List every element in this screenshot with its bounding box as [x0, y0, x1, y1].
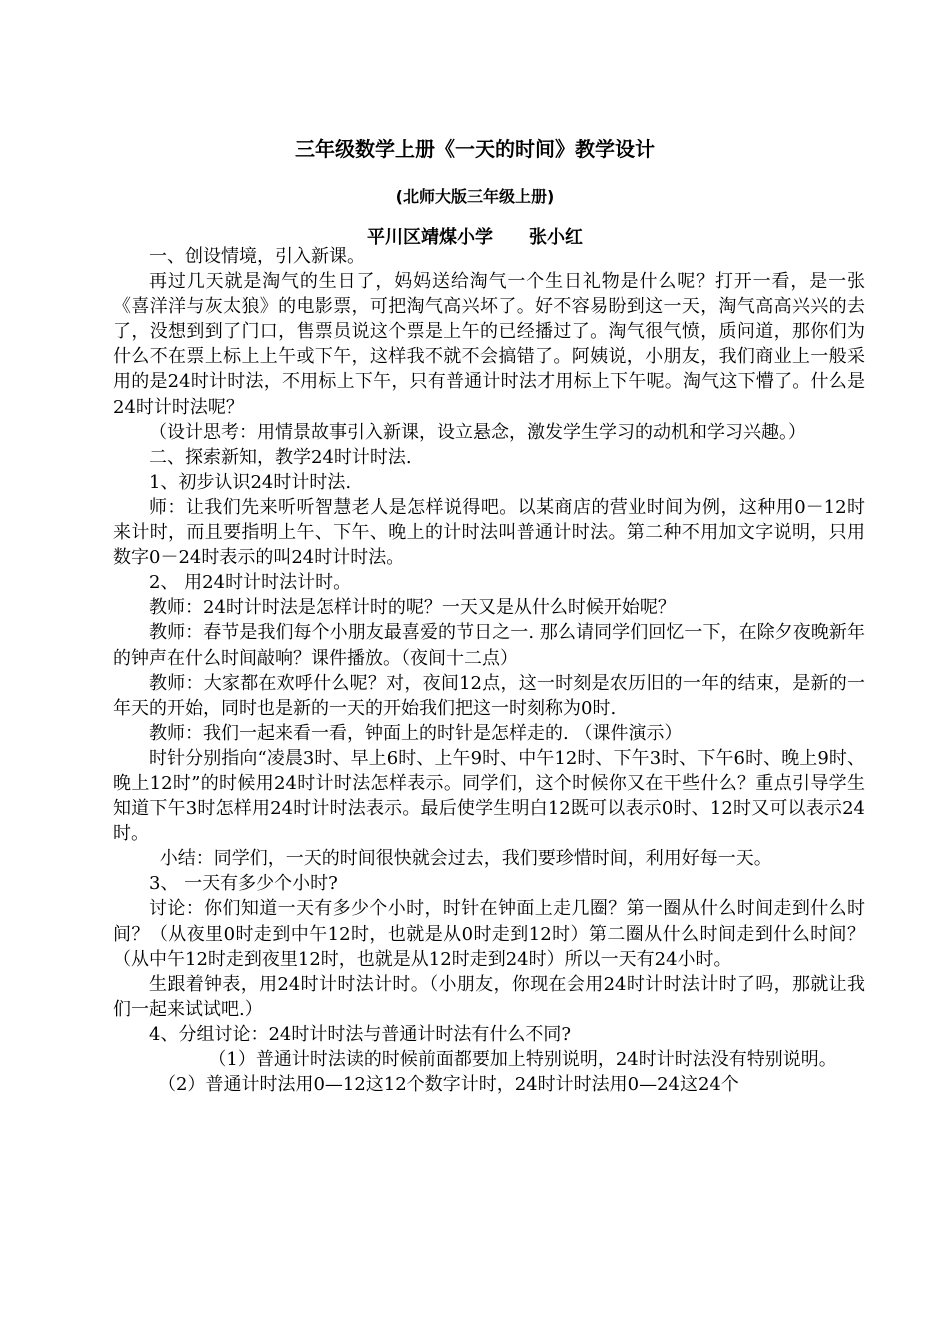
- document-body: [113, 244, 865, 1097]
- section-heading: 一、创设情境，引入新课。: [149, 246, 365, 267]
- body-paragraph: 教师：24时计时法是怎样计时的呢？一天又是从什么时候开始呢？: [149, 597, 676, 619]
- body-paragraph: 讨论：你们知道一天有多少个小时，时针在钟面上走几圈？第一圈从什么时间走到什么时间？（从夜里0时走到中午12时，也就是从0时走到12时）第二圈从什么时间走到什么时间？（从中午12时走到夜里12时，也就是从12时走到24时）所以一天有24小时。: [113, 898, 865, 970]
- list-item: （2）普通计时法用0—12这12个数字计时，24时计时法用0—24这24个: [158, 1074, 739, 1096]
- design-note: （设计思考：用情景故事引入新课，设立悬念，激发学生学习的动机和学习兴趣。）: [149, 421, 806, 443]
- body-paragraph: 时针分别指向“凌晨3时、早上6时、上午9时、中午12时、下午3时、下午6时、晚上9时、晚上12时”的时候用24时计时法怎样表示。同学们，这个时候你又在干些什么？重点引导学生知道下午3时怎样用24时计时法表示。最后使学生明白12既可以表示0时、12时又可以表示24时。: [113, 747, 865, 845]
- body-paragraph: 生跟着钟表，用24时计时法计时。（小朋友，你现在会用24时计时法计时了吗，那就让我们一起来试试吧.）: [113, 973, 865, 1020]
- section-heading: 二、探索新知，教学24时计时法.: [149, 446, 412, 468]
- document-subtitle: (北师大版三年级上册): [395, 187, 555, 206]
- sub-heading: 3、 一天有多少个小时?: [149, 873, 338, 895]
- document-title: 三年级数学上册《一天的时间》教学设计: [295, 137, 655, 161]
- list-item: （1）普通计时法读的时候前面都要加上特别说明，24时计时法没有特别说明。: [208, 1049, 837, 1070]
- body-paragraph: 教师：我们一起来看一看，钟面上的时针是怎样走的. （课件演示）: [149, 722, 683, 744]
- body-paragraph: 师：让我们先来听听智慧老人是怎样说得吧。以某商店的营业时间为例，这种用0－12时来计时，而且要指明上午、下午、晚上的计时法叫普通计时法。第二种不用加文字说明，只用数字0－24时表示的叫24时计时法。: [113, 496, 865, 569]
- summary-paragraph: 小结：同学们，一天的时间很快就会过去，我们要珍惜时间，利用好每一天。: [159, 848, 772, 870]
- sub-heading: 4、分组讨论：24时计时法与普通计时法有什么不同?: [149, 1023, 572, 1045]
- sub-heading: 2、 用24时计时法计时。: [149, 572, 352, 594]
- body-paragraph: 教师：大家都在欢呼什么呢？对，夜间12点，这一时刻是农历旧的一年的结束，是新的一年天的开始，同时也是新的一天的开始我们把这一时刻称为0时.: [113, 672, 865, 719]
- author-line: 平川区靖煤小学 张小红: [367, 227, 583, 248]
- body-paragraph: 教师：春节是我们每个小朋友最喜爱的节日之一. 那么请同学们回忆一下，在除夕夜晚新年的钟声在什么时间敲响？课件播放。（夜间十二点）: [113, 622, 865, 669]
- sub-heading: 1、初步认识24时计时法.: [149, 471, 352, 493]
- body-paragraph: 再过几天就是淘气的生日了，妈妈送给淘气一个生日礼物是什么呢？打开一看，是一张《喜洋洋与灰太狼》的电影票，可把淘气高兴坏了。好不容易盼到这一天，淘气高高兴兴的去了，没想到到了门口，售票员说这个票是上午的已经播过了。淘气很气愤，质问道，那你们为什么不在票上标上上午或下午，这样我不就不会搞错了。阿姨说，小朋友，我们商业上一般采用的是24时计时法，不用标上下午，只有普通计时法才用标上下午呢。淘气这下懵了。什么是24时计时法呢？: [113, 271, 865, 418]
